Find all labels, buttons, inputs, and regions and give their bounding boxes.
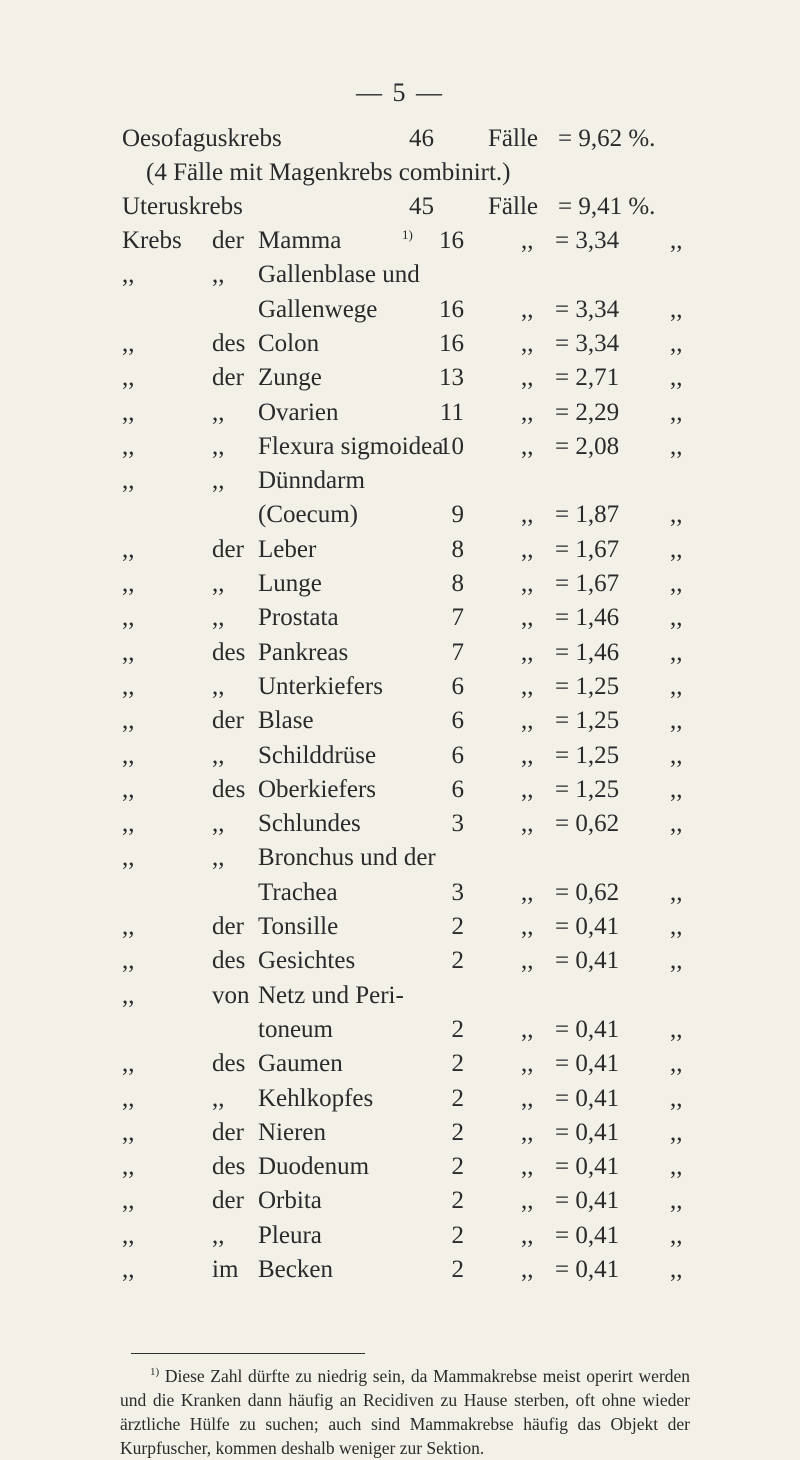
table-row	[0, 432, 800, 462]
row-article: der	[212, 913, 244, 940]
row-ditto-end: ,,	[670, 535, 683, 563]
row-count: 2	[451, 1050, 464, 1078]
row-ditto-end: ,,	[670, 947, 683, 975]
table-row	[0, 638, 800, 668]
row-ditto: ,,	[521, 638, 534, 666]
row-percent: = 2,71	[555, 364, 620, 392]
row-ditto: ,,	[521, 432, 534, 460]
row-prefix: ,,	[122, 1118, 135, 1146]
row-label: Netz und Peri-	[258, 981, 404, 1009]
row-label: Flexura sigmoidea	[258, 432, 444, 460]
row-label: toneum	[258, 1015, 333, 1043]
table-row	[0, 706, 800, 736]
row-ditto: ,,	[521, 707, 534, 735]
table-row	[0, 363, 800, 393]
row-ditto-end: ,,	[670, 707, 683, 735]
row-article: der	[212, 227, 244, 254]
row-article: des	[212, 638, 246, 666]
row-count: 3	[451, 878, 464, 906]
row-label: Leber	[258, 535, 317, 563]
row-ditto-end: ,,	[670, 1256, 683, 1283]
row-article: ,,	[212, 844, 225, 872]
row-label: Gaumen	[258, 1050, 343, 1078]
row-label: Prostata	[258, 604, 339, 632]
row-count: 6	[451, 741, 464, 769]
row-count: 7	[451, 604, 464, 632]
row-article: des	[212, 947, 246, 975]
row-percent: = 0,41	[555, 947, 620, 975]
row-percent: = 3,34	[555, 295, 620, 323]
table-row	[0, 775, 800, 805]
row-prefix: Krebs	[122, 227, 182, 254]
row-article: ,,	[212, 1084, 225, 1112]
row-article: des	[212, 329, 246, 357]
row-percent: = 2,29	[555, 398, 620, 426]
row-prefix: ,,	[122, 570, 135, 597]
row-count: 2	[451, 1153, 464, 1181]
row-prefix: ,,	[122, 947, 135, 975]
row-label: Dünndarm	[258, 467, 365, 495]
table-row	[0, 295, 800, 325]
row-prefix: ,,	[122, 364, 135, 392]
row-prefix: ,,	[122, 261, 135, 289]
row-ditto-end: ,,	[670, 638, 683, 666]
row-ditto: ,,	[521, 1015, 534, 1043]
row-ditto: ,,	[521, 501, 534, 529]
row-count: 2	[451, 1084, 464, 1112]
row-ditto-end: ,,	[670, 810, 683, 838]
row-count: 6	[451, 775, 464, 803]
row-percent: = 1,25	[555, 741, 620, 769]
table-row	[0, 466, 800, 496]
row-count: 8	[451, 535, 464, 563]
row-article: ,,	[212, 467, 225, 495]
row-label: Uteruskrebs	[122, 193, 243, 220]
row-label: Duodenum	[258, 1153, 370, 1181]
table-row	[0, 226, 800, 256]
row-percent: = 3,34	[555, 329, 620, 357]
table-row	[0, 741, 800, 771]
row-ditto-end: ,,	[670, 1153, 683, 1181]
row-article: der	[212, 364, 244, 392]
row-prefix: ,,	[122, 981, 135, 1009]
row-percent: = 0,41	[555, 913, 620, 940]
table-row	[0, 1118, 800, 1148]
row-count: 3	[451, 810, 464, 838]
row-prefix: ,,	[122, 1050, 135, 1078]
row-ditto-end: ,,	[670, 1118, 683, 1146]
row-count: 6	[451, 707, 464, 735]
table-row	[0, 1152, 800, 1182]
row-ditto-end: ,,	[670, 604, 683, 632]
row-unit: Fälle	[488, 193, 538, 220]
footnote-separator	[131, 1353, 365, 1354]
row-prefix: ,,	[122, 1153, 135, 1181]
header-row-oesophagus	[0, 124, 800, 154]
row-percent: = 0,62	[555, 878, 620, 906]
row-prefix: ,,	[122, 1221, 135, 1249]
table-row	[0, 946, 800, 976]
row-prefix: ,,	[122, 467, 135, 495]
row-percent: = 0,41	[555, 1118, 620, 1146]
row-ditto-end: ,,	[670, 295, 683, 323]
row-prefix: ,,	[122, 329, 135, 357]
row-label: Zunge	[258, 364, 322, 392]
row-ditto-end: ,,	[670, 570, 683, 597]
row-label: Becken	[258, 1256, 333, 1283]
row-count: 2	[451, 1187, 464, 1215]
row-label: Oberkiefers	[258, 775, 376, 803]
row-percent: = 0,62	[555, 810, 620, 838]
row-ditto-end: ,,	[670, 329, 683, 357]
row-ditto: ,,	[521, 878, 534, 906]
row-prefix: ,,	[122, 1187, 135, 1215]
row-ditto-end: ,,	[670, 672, 683, 700]
row-percent: = 0,41	[555, 1187, 620, 1215]
row-percent: = 0,41	[555, 1050, 620, 1078]
row-ditto: ,,	[521, 1050, 534, 1078]
row-percent: = 1,25	[555, 775, 620, 803]
row-percent: = 9,62 %.	[558, 125, 656, 152]
row-article: von	[212, 981, 250, 1009]
footnote-text: Diese Zahl dürfte zu niedrig sein, da Mammakrebse meist operirt werden und die Kranken dann häufig an Recidiven zu Hause sterben, oft ohne wieder ärztliche Hülfe zu suchen; auch sind Mammakrebse häufig das Objekt der Kurpfuscher, kommen deshalb weniger zur Sektion.	[120, 1365, 691, 1458]
row-label: Blase	[258, 707, 314, 735]
row-percent: = 1,67	[555, 535, 620, 563]
row-ditto: ,,	[521, 672, 534, 700]
row-count: 10	[439, 432, 464, 460]
table-row	[0, 912, 800, 942]
table-row	[0, 1221, 800, 1251]
row-prefix: ,,	[122, 432, 135, 460]
row-percent: = 1,87	[555, 501, 620, 529]
table-row	[0, 1049, 800, 1079]
row-count: 2	[451, 1015, 464, 1043]
row-ditto: ,,	[521, 570, 534, 597]
table-row	[0, 1255, 800, 1285]
row-ditto: ,,	[521, 1221, 534, 1249]
row-count: 7	[451, 638, 464, 666]
table-row	[0, 672, 800, 702]
footnote-reference: 1)	[402, 227, 413, 242]
row-ditto: ,,	[521, 604, 534, 632]
row-label: Kehlkopfes	[258, 1084, 374, 1112]
row-count: 11	[439, 398, 464, 426]
row-ditto: ,,	[521, 398, 534, 426]
row-count: 16	[439, 227, 464, 254]
row-prefix: ,,	[122, 810, 135, 838]
table-row	[0, 1015, 800, 1045]
row-article: der	[212, 1187, 244, 1215]
row-label: Bronchus und der	[258, 844, 436, 872]
row-article: des	[212, 1050, 246, 1078]
row-label: Colon	[258, 329, 320, 357]
table-row	[0, 981, 800, 1011]
row-prefix: ,,	[122, 398, 135, 426]
row-article: des	[212, 775, 246, 803]
table-row	[0, 569, 800, 599]
row-count: 2	[451, 1256, 464, 1283]
row-article: der	[212, 535, 244, 563]
table-row	[0, 878, 800, 908]
table-row	[0, 603, 800, 633]
row-label: Pankreas	[258, 638, 349, 666]
table-row	[0, 535, 800, 565]
row-ditto-end: ,,	[670, 1015, 683, 1043]
row-ditto: ,,	[521, 741, 534, 769]
row-percent: = 1,25	[555, 707, 620, 735]
table-row	[0, 329, 800, 359]
row-article: ,,	[212, 1221, 225, 1249]
row-label: Oesofaguskrebs	[122, 125, 282, 152]
row-prefix: ,,	[122, 535, 135, 563]
row-ditto-end: ,,	[670, 398, 683, 426]
row-ditto-end: ,,	[670, 1050, 683, 1078]
row-ditto: ,,	[521, 1187, 534, 1215]
header-row-note	[0, 158, 800, 188]
table-row	[0, 843, 800, 873]
row-ditto: ,,	[521, 947, 534, 975]
row-article: ,,	[212, 810, 225, 838]
row-prefix: ,,	[122, 1084, 135, 1112]
row-label: (Coecum)	[258, 501, 358, 529]
row-ditto: ,,	[521, 810, 534, 838]
row-unit: Fälle	[488, 125, 538, 152]
row-article: ,,	[212, 604, 225, 632]
row-label: Gesichtes	[258, 947, 356, 975]
row-article: des	[212, 1153, 246, 1181]
row-article: im	[212, 1256, 239, 1283]
row-ditto: ,,	[521, 1084, 534, 1112]
row-label: Gallenwege	[258, 295, 378, 323]
row-note: (4 Fälle mit Magenkrebs combinirt.)	[146, 159, 511, 186]
table-row	[0, 398, 800, 428]
row-ditto: ,,	[521, 1256, 534, 1283]
table-row	[0, 1084, 800, 1114]
header-row-uterus	[0, 192, 800, 222]
row-article: der	[212, 1118, 244, 1146]
row-percent: = 0,41	[555, 1084, 620, 1112]
row-article: ,,	[212, 261, 225, 289]
row-label: Schlundes	[258, 810, 361, 838]
row-ditto-end: ,,	[670, 878, 683, 906]
row-count: 16	[439, 329, 464, 357]
row-label: Nieren	[258, 1118, 327, 1146]
table-row	[0, 1186, 800, 1216]
row-prefix: ,,	[122, 1256, 135, 1283]
row-ditto-end: ,,	[670, 1221, 683, 1249]
row-article: ,,	[212, 432, 225, 460]
row-label: Schilddrüse	[258, 741, 377, 769]
table-row	[0, 260, 800, 290]
row-ditto: ,,	[521, 295, 534, 323]
row-article: ,,	[212, 741, 225, 769]
row-count: 13	[439, 364, 464, 392]
row-label: Tonsille	[258, 913, 339, 940]
row-ditto-end: ,,	[670, 1084, 683, 1112]
row-ditto: ,,	[521, 329, 534, 357]
row-ditto-end: ,,	[670, 1187, 683, 1215]
row-label: Gallenblase und	[258, 261, 420, 289]
row-percent: = 1,46	[555, 638, 620, 666]
row-percent: = 3,34	[555, 227, 620, 254]
row-label: Lunge	[258, 570, 322, 597]
row-prefix: ,,	[122, 672, 135, 700]
row-count: 6	[451, 672, 464, 700]
row-ditto: ,,	[521, 535, 534, 563]
row-percent: = 1,25	[555, 672, 620, 700]
row-count: 2	[451, 1118, 464, 1146]
row-prefix: ,,	[122, 604, 135, 632]
row-ditto: ,,	[521, 913, 534, 940]
page-number: — 5 —	[356, 78, 444, 107]
table-row	[0, 809, 800, 839]
row-percent: = 9,41 %.	[558, 193, 656, 220]
table-row	[0, 500, 800, 530]
row-label: Orbita	[258, 1187, 322, 1215]
row-ditto-end: ,,	[670, 364, 683, 392]
row-label: Pleura	[258, 1221, 322, 1249]
footnote	[120, 1360, 690, 1460]
row-ditto-end: ,,	[670, 741, 683, 769]
row-ditto: ,,	[521, 1153, 534, 1181]
footnote-marker: 1)	[150, 1366, 160, 1378]
row-article: der	[212, 707, 244, 735]
row-percent: = 2,08	[555, 432, 620, 460]
row-ditto-end: ,,	[670, 432, 683, 460]
row-label: Ovarien	[258, 398, 339, 426]
row-prefix: ,,	[122, 741, 135, 769]
row-label: Unterkiefers	[258, 672, 383, 700]
row-percent: = 0,41	[555, 1256, 620, 1283]
row-count: 2	[451, 913, 464, 940]
row-prefix: ,,	[122, 638, 135, 666]
row-ditto-end: ,,	[670, 775, 683, 803]
row-article: ,,	[212, 672, 225, 700]
row-count: 45	[409, 193, 434, 220]
row-percent: = 0,41	[555, 1015, 620, 1043]
row-article: ,,	[212, 398, 225, 426]
row-ditto: ,,	[521, 775, 534, 803]
row-label: Mamma	[258, 227, 342, 254]
row-ditto: ,,	[521, 227, 534, 254]
row-percent: = 1,67	[555, 570, 620, 597]
row-ditto: ,,	[521, 1118, 534, 1146]
row-count: 2	[451, 1221, 464, 1249]
row-count: 2	[451, 947, 464, 975]
row-percent: = 1,46	[555, 604, 620, 632]
row-prefix: ,,	[122, 775, 135, 803]
row-prefix: ,,	[122, 913, 135, 940]
row-count: 8	[451, 570, 464, 597]
row-ditto-end: ,,	[670, 501, 683, 529]
row-ditto: ,,	[521, 364, 534, 392]
row-prefix: ,,	[122, 707, 135, 735]
row-count: 46	[409, 125, 434, 152]
row-percent: = 0,41	[555, 1221, 620, 1249]
row-count: 9	[451, 501, 464, 529]
row-percent: = 0,41	[555, 1153, 620, 1181]
row-ditto-end: ,,	[670, 227, 683, 254]
row-article: ,,	[212, 570, 225, 597]
row-ditto-end: ,,	[670, 913, 683, 940]
row-prefix: ,,	[122, 844, 135, 872]
row-count: 16	[439, 295, 464, 323]
row-label: Trachea	[258, 878, 338, 906]
